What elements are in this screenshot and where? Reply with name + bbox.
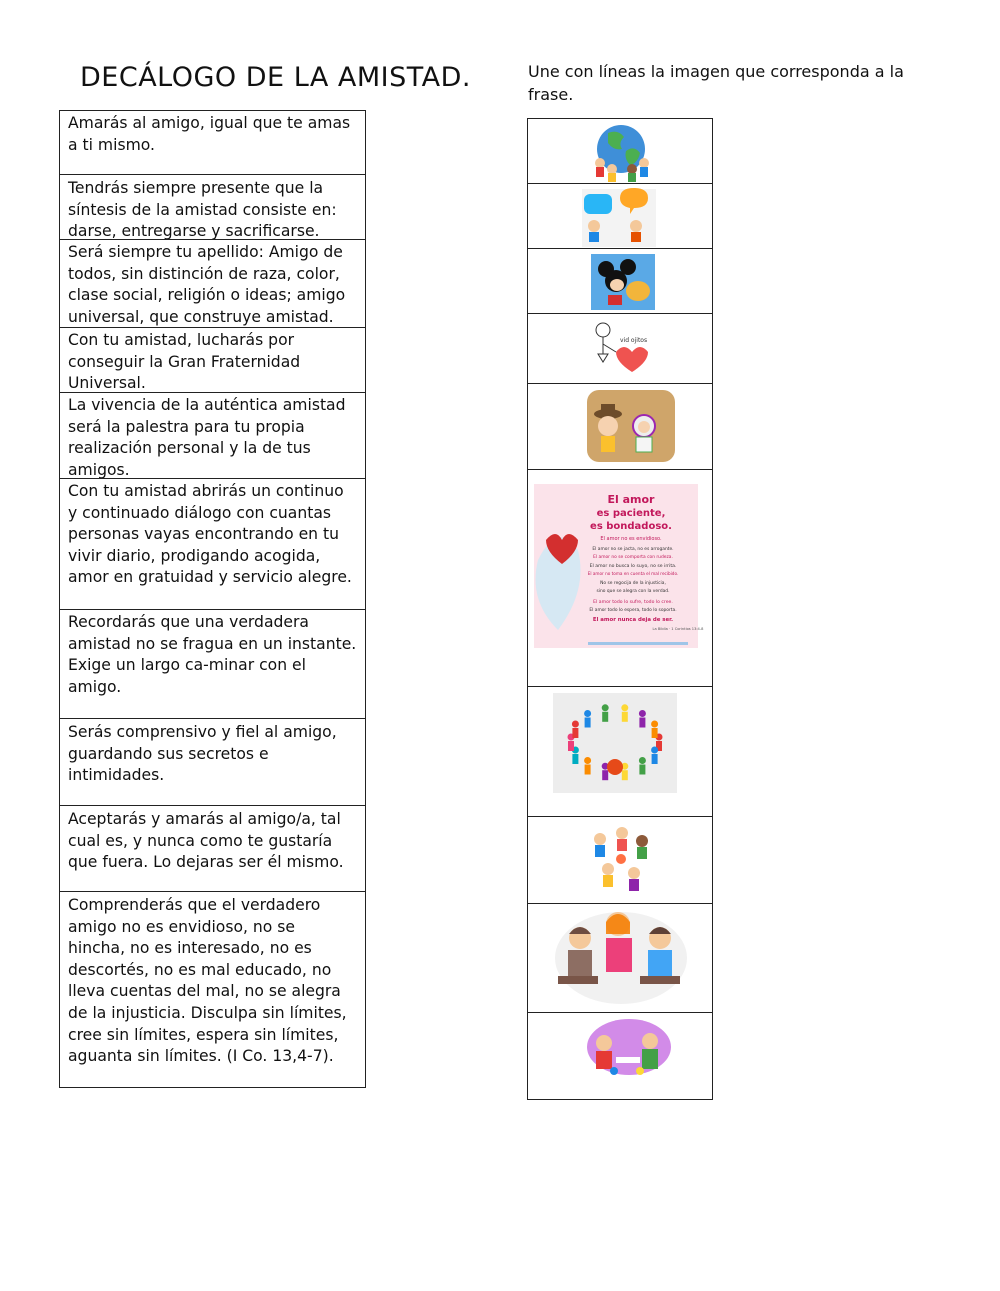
- poster-line: El amor no toma en cuenta el mal recibido.: [587, 571, 679, 576]
- child-figure-body: [602, 770, 608, 780]
- image-cell[interactable]: [527, 384, 713, 470]
- phrase-cell[interactable]: Será siempre tu apellido: Amigo de todos, sin distinción de raza, color, clase social, religión o ideas; amigo universal, que construye amistad.: [59, 240, 366, 328]
- phrase-cell[interactable]: Comprenderás que el verdadero amigo no es envidioso, no se hincha, no es interesado, no es descortés, no es mal educado, no lleva cuentas del mal, no se alegra de la injusticia. Disculpa sin límites, cree sin límites, espera sin límites, aguanta sin límites. (I Co. 13,4-7).: [59, 892, 366, 1088]
- image-cell[interactable]: [527, 470, 713, 687]
- poster-line: El amor: [607, 493, 655, 506]
- poster-line: El amor todo lo sufre, todo lo cree.: [593, 600, 673, 605]
- child-figure-head: [584, 757, 591, 764]
- poster-line: es bondadoso.: [590, 521, 672, 532]
- image-cell[interactable]: [527, 687, 713, 817]
- image-caption: vid ojitos: [620, 337, 648, 344]
- child-figure-head: [651, 721, 658, 728]
- image-cell[interactable]: [527, 249, 713, 314]
- child-figure-head: [602, 704, 609, 711]
- child-figure-head: [621, 704, 628, 711]
- mickey-and-pluto-icon: [528, 249, 713, 314]
- poster-line: No se regocija de la injusticia,: [600, 581, 666, 586]
- page-title: DECÁLOGO DE LA AMISTAD.: [80, 62, 472, 93]
- child-figure-head: [651, 747, 658, 754]
- poster-line: El amor no se comporta con rudeza.: [593, 555, 673, 560]
- child-figure-body: [572, 728, 578, 738]
- image-cell[interactable]: [527, 314, 713, 384]
- child-figure-body: [639, 718, 645, 728]
- phrase-cell[interactable]: Con tu amistad abrirás un continuo y continuado diálogo con cuantas personas vayas encontrando en tu vivir diario, prodigando acogida, amor en gratuidad y servicio alegre.: [59, 479, 366, 610]
- child-figure-head: [584, 710, 591, 717]
- poster-line: La Biblia · 1 Corintios 13:4-8: [652, 627, 704, 631]
- poster-line: El amor no se jacta, no es arrogante.: [592, 547, 674, 552]
- instruction-text: Une con líneas la imagen que corresponda a la frase.: [528, 62, 904, 104]
- poster-line: sino que se alegra con la verdad.: [596, 589, 670, 594]
- poster-line: El amor no busca lo suyo, no se irrita.: [589, 564, 677, 569]
- poster-line: es paciente,: [596, 508, 666, 519]
- woody-and-buzz-icon: [528, 384, 713, 470]
- child-figure-head: [572, 721, 579, 728]
- phrase-cell[interactable]: Aceptarás y amarás al amigo/a, tal cual es, y nunca como te gustaría que fuera. Lo dejaras ser él mismo.: [59, 806, 366, 892]
- child-figure-body: [652, 728, 658, 738]
- poster-line: El amor nunca deja de ser.: [592, 617, 674, 623]
- two-friends-icon: [528, 1013, 713, 1100]
- girl-with-heart-icon: [528, 314, 713, 384]
- child-figure-body: [572, 754, 578, 764]
- image-cell[interactable]: [527, 1013, 713, 1100]
- phrase-cell[interactable]: La vivencia de la auténtica amistad será la palestra para tu propia realización personal y la de tus amigos.: [59, 393, 366, 479]
- kids-playing-together-icon: [528, 817, 713, 904]
- teacher-with-students-icon: [528, 904, 713, 1013]
- child-figure-body: [568, 741, 574, 751]
- image-cell[interactable]: [527, 118, 713, 184]
- children-around-globe-icon: [528, 119, 713, 184]
- children-circle-icon: [528, 687, 713, 817]
- poster-line: El amor todo lo espera, todo lo soporta.: [589, 608, 677, 613]
- child-figure-head: [639, 710, 646, 717]
- image-cell[interactable]: [527, 184, 713, 249]
- child-figure-body: [585, 765, 591, 775]
- child-figure-body: [585, 718, 591, 728]
- phrase-cell[interactable]: Recordarás que una verdadera amistad no se fragua en un instante. Exige un largo ca-minar con el amigo.: [59, 610, 366, 719]
- kids-with-speech-bubbles-icon: [528, 184, 713, 249]
- poster-line: El amor no es envidioso.: [600, 536, 662, 542]
- phrases-table: [59, 110, 366, 1088]
- child-figure-body: [602, 712, 608, 722]
- child-figure-head: [639, 757, 646, 764]
- phrase-cell[interactable]: Tendrás siempre presente que la síntesis de la amistad consiste en: darse, entregarse y sacrificarse.: [59, 175, 366, 240]
- child-figure-body: [622, 770, 628, 780]
- phrase-cell[interactable]: Con tu amistad, lucharás por conseguir la Gran Fraternidad Universal.: [59, 328, 366, 393]
- child-figure-body: [639, 765, 645, 775]
- images-column: [527, 118, 713, 1100]
- love-poem-poster-icon: [528, 470, 713, 687]
- phrase-cell[interactable]: Serás comprensivo y fiel al amigo, guardando sus secretos e intimidades.: [59, 719, 366, 806]
- image-cell[interactable]: [527, 817, 713, 904]
- image-cell[interactable]: [527, 904, 713, 1013]
- phrase-cell[interactable]: Amarás al amigo, igual que te amas a ti mismo.: [59, 110, 366, 175]
- child-figure-body: [652, 754, 658, 764]
- child-figure-body: [622, 712, 628, 722]
